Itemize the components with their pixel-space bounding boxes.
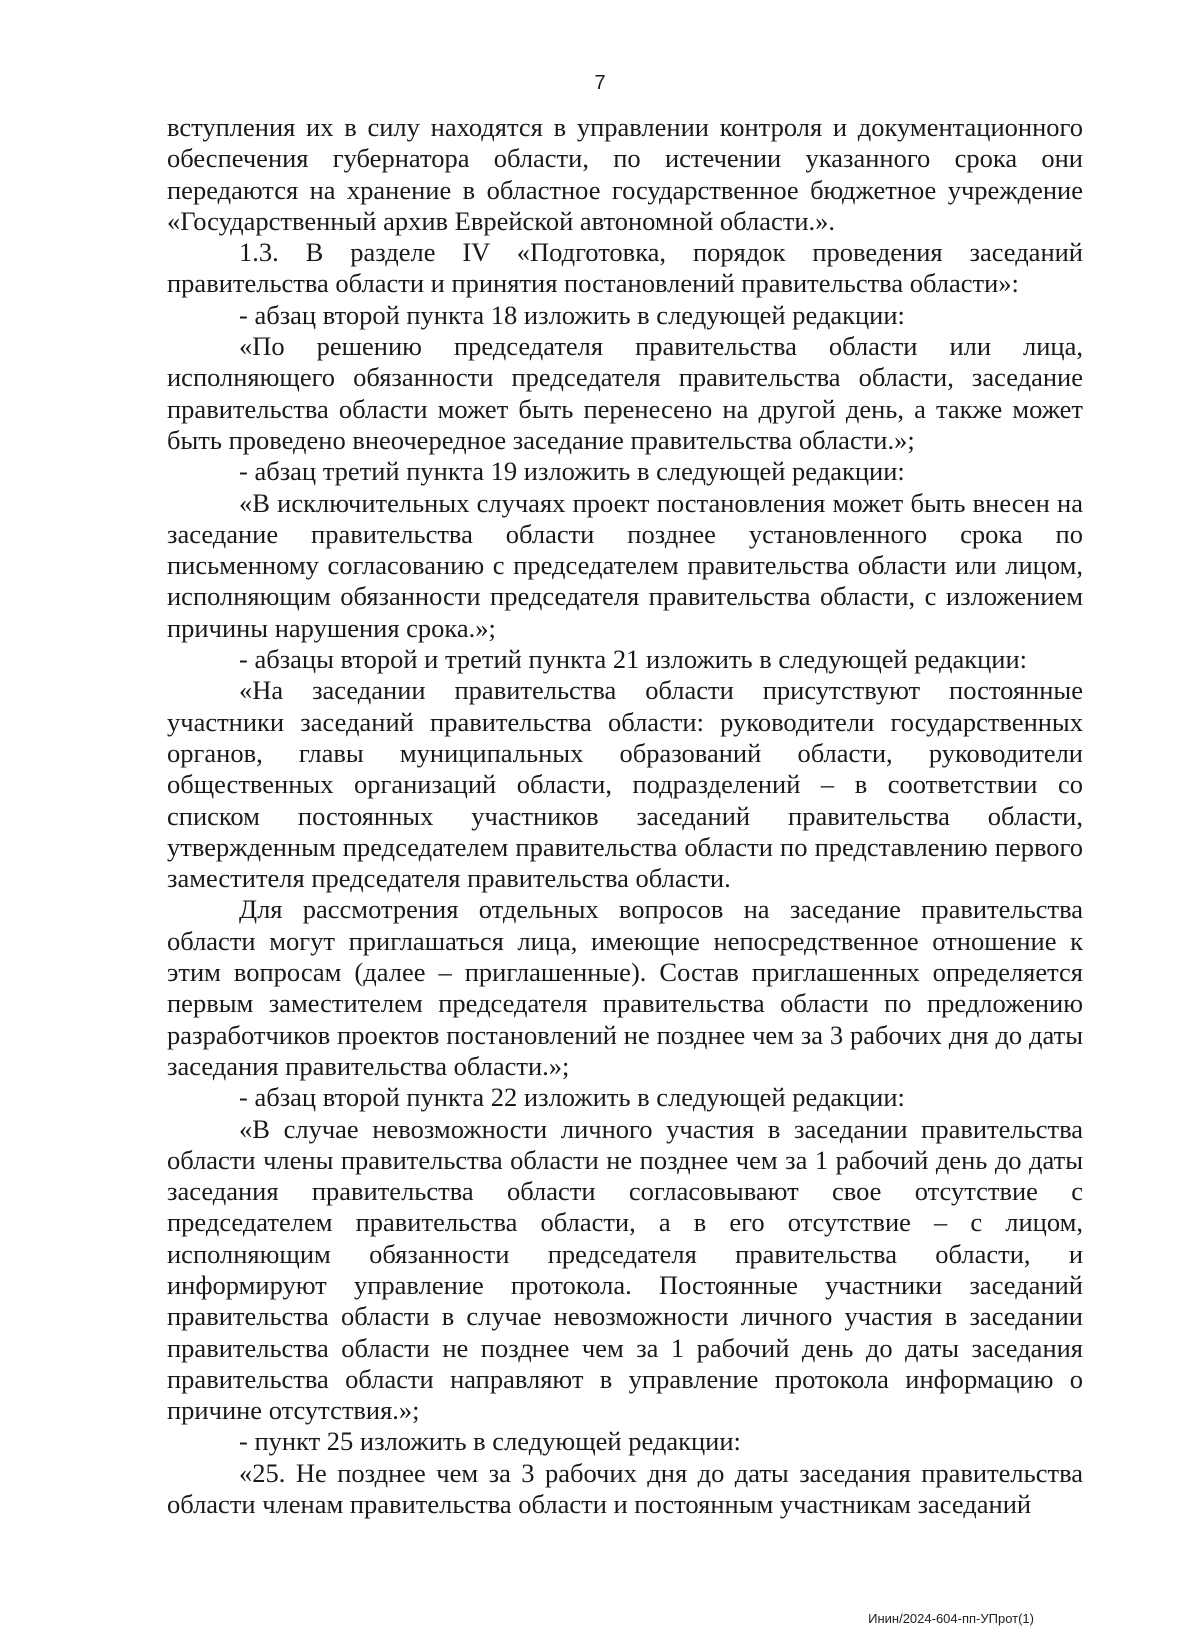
paragraph: «25. Не позднее чем за 3 рабочих дня до даты заседания правительства области членам правительства области и постоянным участникам заседаний xyxy=(167,1457,1083,1520)
paragraph: - абзац третий пункта 19 изложить в следующей редакции: xyxy=(239,456,905,487)
document-body xyxy=(167,112,1083,1520)
paragraph: - абзац второй пункта 22 изложить в следующей редакции: xyxy=(239,1082,905,1113)
paragraph: - пункт 25 изложить в следующей редакции: xyxy=(239,1426,741,1457)
paragraph: «По решению председателя правительства области или лица, исполняющего обязанности председателя правительства области, заседание правительства области может быть перенесено на другой день, а также может быть проведено внеочередное заседание правительства области.»; xyxy=(167,331,1083,455)
paragraph: Для рассмотрения отдельных вопросов на заседание правительства области могут приглашаться лица, имеющие непосредственное отношение к этим вопросам (далее – приглашенные). Состав приглашенных определяется первым заместителем председателя правительства области по предложению разработчиков проектов постановлений не позднее чем за 3 рабочих дня до даты заседания правительства области.»; xyxy=(167,894,1083,1081)
paragraph: 1.3. В разделе IV «Подготовка, порядок проведения заседаний правительства области и принятия постановлений правительства области»: xyxy=(167,237,1083,299)
paragraph: вступления их в силу находятся в управлении контроля и документационного обеспечения губернатора области, по истечении указанного срока они передаются на хранение в областное государственное бюджетное учреждение «Государственный архив Еврейской автономной области.». xyxy=(167,112,1083,236)
paragraph: «В случае невозможности личного участия в заседании правительства области члены правительства области не позднее чем за 1 рабочий день до даты заседания правительства области согласовывают свое отсутствие с председателем правительства области, а в его отсутствие – с лицом, исполняющим обязанности председателя правительства области, и информируют управление протокола. Постоянные участники заседаний правительства области в случае невозможности личного участия в заседании правительства области не позднее чем за 1 рабочий день до даты заседания правительства области направляют в управление протокола информацию о причине отсутствия.»; xyxy=(167,1113,1083,1426)
paragraph: - абзац второй пункта 18 изложить в следующей редакции: xyxy=(239,299,905,330)
paragraph: «В исключительных случаях проект постановления может быть внесен на заседание правительства области позднее установленного срока по письменному согласованию с председателем правительства области или лицом, исполняющим обязанности председателя правительства области, с изложением причины нарушения срока.»; xyxy=(167,487,1083,643)
page-number: 7 xyxy=(594,72,606,94)
paragraph: - абзацы второй и третий пункта 21 изложить в следующей редакции: xyxy=(239,644,1027,675)
paragraph: «На заседании правительства области присутствуют постоянные участники заседаний правительства области: руководители государственных органов, главы муниципальных образований области, руководители общественных организаций области, подразделений – в соответствии со списком постоянных участников заседаний правительства области, утвержденным председателем правительства области по представлению первого заместителя председателя правительства области. xyxy=(167,675,1083,894)
document-code: Инин/2024-604-пп-УПрот(1) xyxy=(868,1611,1034,1626)
